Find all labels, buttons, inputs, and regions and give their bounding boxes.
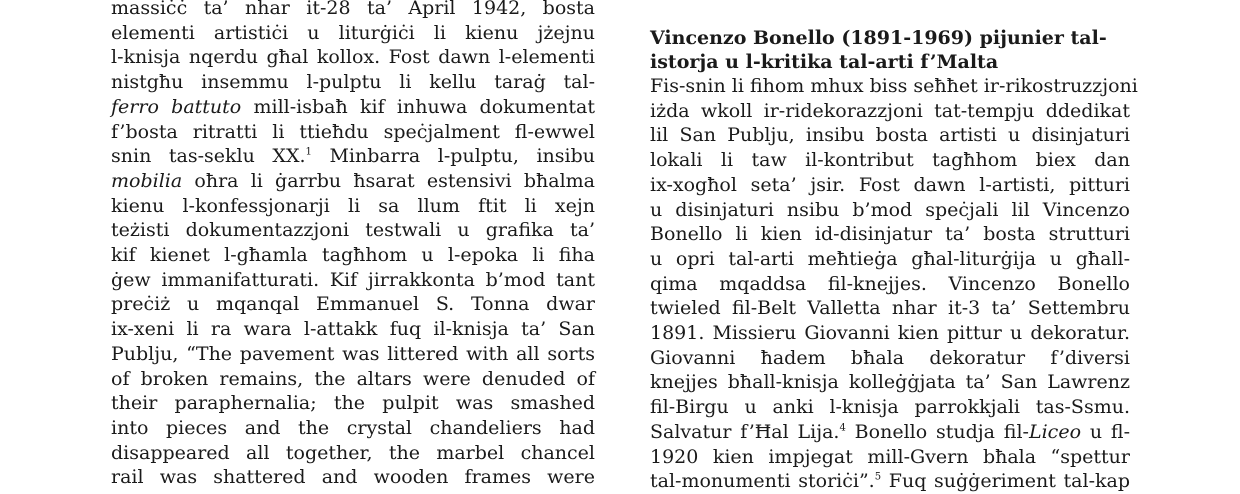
line-text: Minbarra l-pulptu, insibu <box>311 145 595 168</box>
line-text: lokali li taw il-kontribut tagħhom biex dan <box>650 149 1130 172</box>
text-line <box>111 0 595 21</box>
line-text: their paraphernalia; the pulpit was smashed <box>111 392 595 415</box>
line-text: oħra li ġarrbu ħsarat estensivi bħalma <box>182 169 595 192</box>
line-text: iżda wkoll ir-ridekorazzjoni tat-tempju ddedikat <box>650 99 1130 122</box>
text-line <box>111 292 595 317</box>
heading-line: istorja u l-kritika tal-arti f’Malta <box>650 51 999 73</box>
text-line <box>650 296 1130 321</box>
line-text: twieled fil-Belt Valletta nhar it-3 ta’ Settembru <box>650 297 1130 320</box>
line-text: Publju, “The pavement was littered with all sorts <box>111 342 595 365</box>
text-line <box>111 268 595 293</box>
text-line <box>650 395 1130 420</box>
text-line <box>111 342 595 367</box>
line-text: mill-isbaħ kif inhuwa dokumentat <box>241 95 595 118</box>
text-line <box>111 120 595 145</box>
line-text: l-knisja nqerdu għal kollox. Fost dawn l-elementi <box>111 46 595 69</box>
text-line <box>650 123 1130 148</box>
line-text: f’bosta ritratti li ttieħdu speċjalment fl-ewwel <box>111 120 595 143</box>
section-heading <box>650 26 1130 74</box>
line-text: disappeared all together, the marbel chancel <box>111 441 595 464</box>
line-text: lil San Publju, insibu bosta artisti u disinjaturi <box>650 124 1130 147</box>
text-line <box>111 45 595 70</box>
text-line <box>111 144 595 169</box>
text-line <box>650 74 1138 99</box>
line-text: Fuq suġġeriment tal-kap <box>881 470 1131 493</box>
text-line <box>650 445 1130 470</box>
footnote-ref: 4 <box>839 422 846 434</box>
text-line <box>650 99 1130 124</box>
line-text: qima mqaddsa fil-knejjes. Vincenzo Bonello <box>650 272 1130 295</box>
line-text: massiċċ ta’ nhar it-28 ta’ April 1942, bosta <box>111 0 595 19</box>
line-text: ix-xeni li ra wara l-attakk fuq il-knisja ta’ San <box>111 318 595 341</box>
text-line <box>111 465 595 489</box>
line-text: teżisti dokumentazzjoni testwali u grafika ta’ <box>111 219 595 242</box>
text-line <box>111 317 595 342</box>
text-line <box>650 469 1131 493</box>
line-text: u opri tal-arti meħtieġa għal-liturġija u għall- <box>650 247 1130 270</box>
line-text: fil-Birgu u anki l-knisja parrokkjali tas-Ssmu. <box>650 396 1130 419</box>
line-text: 1891. Missieru Giovanni kien pittur u dekoratur. <box>650 322 1130 345</box>
text-line <box>111 243 595 268</box>
text-line <box>111 391 595 416</box>
text-line <box>650 321 1130 346</box>
line-text: kienu l-konfessjonarji li sa llum ftit li xejn <box>111 194 595 217</box>
line-text: ġew immanifatturati. Kif jirrakkonta b’mod tant <box>111 268 595 291</box>
text-line <box>111 194 595 219</box>
text-line <box>650 370 1130 395</box>
line-text: Bonello li kien id-disinjatur ta’ bosta strutturi <box>650 223 1130 246</box>
text-line <box>650 173 1130 198</box>
text-line <box>650 222 1130 247</box>
text-line <box>111 218 595 243</box>
line-text: snin tas-seklu XX. <box>111 145 306 168</box>
text-line <box>650 198 1130 223</box>
text-line <box>650 247 1130 272</box>
right-text-column <box>650 26 1138 493</box>
text-line <box>111 416 595 441</box>
line-text: Fis-snin li fihom mhux biss seħħet ir-rikostruzzjoni <box>650 75 1138 97</box>
line-text: Bonello studja fil- <box>845 420 1029 443</box>
text-line <box>111 70 595 95</box>
heading-line: Vincenzo Bonello (1891-1969) pijunier tal- <box>650 27 1107 49</box>
line-text: of broken remains, the altars were denuded of <box>111 367 595 390</box>
line-text: nistgħu insemmu l-pulptu li kellu taraġ tal- <box>111 71 595 94</box>
line-text: elementi artistiċi u liturġiċi li kienu jżejnu <box>111 21 595 44</box>
line-text: Salvatur f’Ħal Lija. <box>650 420 840 443</box>
text-line <box>650 346 1130 371</box>
text-line <box>111 21 595 46</box>
italic-term: mobilia <box>111 169 183 192</box>
footnote-ref: 5 <box>874 471 882 483</box>
left-text-column <box>111 0 595 489</box>
footnote-ref: 1 <box>305 146 312 158</box>
text-line <box>111 441 595 466</box>
line-text: kif kienet l-għamla tagħhom u l-epoka li fiha <box>111 244 595 267</box>
line-text: rail was shattered and wooden frames were <box>111 466 595 489</box>
line-text: ix-xogħol seta’ jsir. Fost dawn l-artisti, pitturi <box>650 173 1130 196</box>
italic-term: ferro battuto <box>111 95 242 118</box>
text-line <box>111 367 595 392</box>
text-line <box>650 148 1130 173</box>
line-text: Giovanni ħadem bħala dekoratur f’diversi <box>650 346 1130 369</box>
line-text: u fl- <box>1081 420 1130 443</box>
italic-term: Liceo <box>1028 420 1082 443</box>
line-text: preċiż u mqanqal Emmanuel S. Tonna dwar <box>111 293 595 316</box>
text-line <box>650 420 1130 445</box>
line-text: tal-monumenti storiċi”. <box>650 470 875 493</box>
line-text: 1920 kien impjegat mill-Gvern bħala “spettur <box>650 445 1130 468</box>
text-line <box>111 169 595 194</box>
line-text: knejjes bħall-knisja kolleġġjata ta’ San Lawrenz <box>650 371 1130 394</box>
text-line <box>650 272 1130 297</box>
line-text: u disinjaturi nsibu b’mod speċjali lil Vincenzo <box>650 198 1130 221</box>
section-body <box>650 74 1138 493</box>
text-line <box>111 95 595 120</box>
line-text: into pieces and the crystal chandeliers had <box>111 416 595 439</box>
